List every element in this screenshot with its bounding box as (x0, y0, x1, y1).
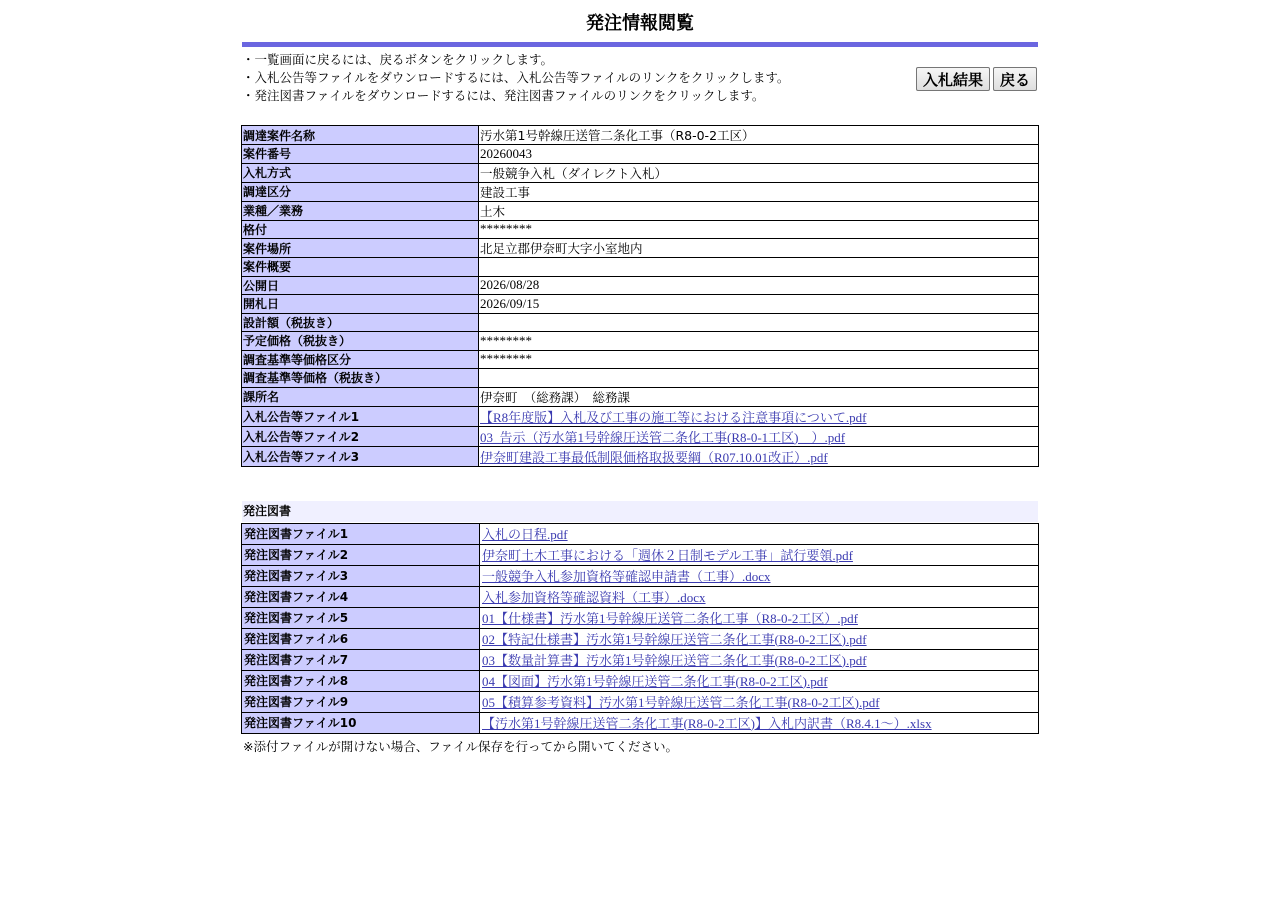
info-value: 2026/09/15 (480, 295, 540, 311)
bid-result-button[interactable]: 入札結果 (916, 67, 990, 91)
info-value-cell (479, 313, 1039, 332)
info-label: 公開日 (242, 276, 479, 295)
file-row (242, 586, 1039, 607)
info-label: 格付 (242, 220, 479, 239)
file-link-cell (480, 607, 1039, 628)
file-label: 発注図書ファイル5 (242, 607, 480, 628)
file-link-cell (480, 670, 1039, 691)
info-value-cell (479, 182, 1039, 201)
file-label: 発注図書ファイル6 (242, 628, 480, 649)
info-row (242, 258, 1039, 277)
info-row (242, 145, 1039, 164)
info-row (242, 182, 1039, 201)
info-value: 伊奈町 （総務課） 総務課 (480, 389, 631, 405)
info-value-cell (479, 220, 1039, 239)
info-label: 入札公告等ファイル2 (242, 426, 479, 446)
info-row (242, 220, 1039, 239)
info-label: 業種／業務 (242, 201, 479, 220)
info-value: 20260043 (480, 145, 532, 161)
file-row (242, 523, 1039, 544)
file-link-cell (480, 628, 1039, 649)
file-label: 発注図書ファイル10 (242, 712, 480, 733)
info-value-cell (479, 145, 1039, 164)
file-row (242, 691, 1039, 712)
info-value: ******** (480, 221, 532, 237)
info-row (242, 350, 1039, 369)
file-label: 発注図書ファイル4 (242, 586, 480, 607)
order-file-link[interactable]: 【汚水第1号幹線圧送管二条化工事(R8-0-2工区)】入札内訳書（R8.4.1～）.xlsx (482, 715, 932, 731)
instruction-item: ・発注図書ファイルをダウンロードするには、発注図書ファイルのリンクをクリックします。 (242, 88, 765, 103)
info-value-cell (479, 258, 1039, 277)
order-file-link[interactable]: 02【特記仕様書】汚水第1号幹線圧送管二条化工事(R8-0-2工区).pdf (482, 631, 867, 647)
info-value-cell (479, 446, 1039, 466)
order-file-link[interactable]: 04【図面】汚水第1号幹線圧送管二条化工事(R8-0-2工区).pdf (482, 673, 828, 689)
info-value: 汚水第1号幹線圧送管二条化工事（R8-0-2工区） (480, 128, 755, 143)
file-row (242, 712, 1039, 733)
files-section-title: 発注図書 (242, 501, 1038, 522)
file-label: 発注図書ファイル1 (242, 523, 480, 544)
info-row (242, 332, 1039, 351)
info-value-cell (479, 276, 1039, 295)
file-label: 発注図書ファイル3 (242, 565, 480, 586)
instructions-area (242, 47, 1038, 125)
info-label: 入札公告等ファイル1 (242, 406, 479, 426)
info-value: ******** (480, 332, 532, 348)
info-value-cell (479, 387, 1039, 406)
file-row (242, 628, 1039, 649)
info-label: 設計額（税抜き） (242, 313, 479, 332)
order-file-link[interactable]: 伊奈町土木工事における「週休２日制モデル工事」試行要領.pdf (482, 547, 853, 563)
file-label: 発注図書ファイル8 (242, 670, 480, 691)
instruction-item: ・入札公告等ファイルをダウンロードするには、入札公告等ファイルのリンクをクリックします。 (242, 70, 790, 85)
file-row (242, 649, 1039, 670)
info-value: 北足立郡伊奈町大字小室地内 (480, 241, 643, 256)
order-file-link[interactable]: 入札の日程.pdf (482, 526, 568, 542)
notice-file-link[interactable]: 03_告示（汚水第1号幹線圧送管二条化工事(R8-0-1工区)__）.pdf (480, 429, 846, 445)
info-label: 案件場所 (242, 239, 479, 258)
info-value-cell (479, 369, 1039, 388)
info-row (242, 446, 1039, 466)
info-row (242, 426, 1039, 446)
info-value: 一般競争入札（ダイレクト入札） (480, 165, 668, 181)
info-value-cell (479, 295, 1039, 314)
info-row (242, 276, 1039, 295)
info-value-cell (479, 426, 1039, 446)
order-file-link[interactable]: 03【数量計算書】汚水第1号幹線圧送管二条化工事(R8-0-2工区).pdf (482, 652, 867, 668)
page-container (242, 0, 1038, 755)
back-button[interactable]: 戻る (993, 67, 1037, 91)
info-row (242, 126, 1039, 145)
file-link-cell (480, 565, 1039, 586)
file-link-cell (480, 691, 1039, 712)
info-value-cell (479, 126, 1039, 145)
info-label: 入札公告等ファイル3 (242, 446, 479, 466)
file-row (242, 565, 1039, 586)
info-value: ******** (480, 351, 532, 367)
info-value-cell (479, 239, 1039, 258)
info-label: 調査基準等価格区分 (242, 350, 479, 369)
info-value: 2026/08/28 (480, 277, 540, 293)
info-row (242, 369, 1039, 388)
file-label: 発注図書ファイル9 (242, 691, 480, 712)
page-title: 発注情報閲覧 (586, 13, 694, 34)
info-row (242, 201, 1039, 220)
action-buttons (916, 67, 1037, 91)
info-label: 案件概要 (242, 258, 479, 277)
footnote: ※添付ファイルが開けない場合、ファイル保存を行ってから開いてください。 (243, 738, 678, 754)
info-label: 開札日 (242, 295, 479, 314)
file-label: 発注図書ファイル7 (242, 649, 480, 670)
notice-file-link[interactable]: 伊奈町建設工事最低制限価格取扱要綱（R07.10.01改正）.pdf (480, 449, 828, 465)
order-file-link[interactable]: 一般競争入札参加資格等確認申請書（工事）.docx (482, 568, 771, 584)
file-row (242, 607, 1039, 628)
info-value-cell (479, 163, 1039, 182)
info-value-cell (479, 350, 1039, 369)
info-label: 調達案件名称 (242, 126, 479, 145)
procurement-info-table (241, 125, 1039, 467)
order-file-link[interactable]: 入札参加資格等確認資料（工事）.docx (482, 589, 706, 605)
file-link-cell (480, 649, 1039, 670)
file-row (242, 670, 1039, 691)
info-value-cell (479, 406, 1039, 426)
notice-file-link[interactable]: 【R8年度版】入札及び工事の施工等における注意事項について.pdf (480, 409, 867, 425)
info-row (242, 387, 1039, 406)
info-value: 建設工事 (480, 184, 531, 200)
info-label: 調査基準等価格（税抜き） (242, 369, 479, 388)
order-file-link[interactable]: 05【積算参考資料】汚水第1号幹線圧送管二条化工事(R8-0-2工区).pdf (482, 694, 880, 710)
order-file-link[interactable]: 01【仕様書】汚水第1号幹線圧送管二条化工事（R8-0-2工区）.pdf (482, 610, 858, 626)
file-link-cell (480, 586, 1039, 607)
file-row (242, 544, 1039, 565)
info-value-cell (479, 332, 1039, 351)
file-link-cell (480, 544, 1039, 565)
info-row (242, 406, 1039, 426)
info-label: 課所名 (242, 387, 479, 406)
instruction-item: ・一覧画面に戻るには、戻るボタンをクリックします。 (242, 52, 554, 67)
info-label: 入札方式 (242, 163, 479, 182)
info-value-cell (479, 201, 1039, 220)
info-label: 案件番号 (242, 145, 479, 164)
info-row (242, 313, 1039, 332)
order-files-table (241, 523, 1039, 734)
info-row (242, 163, 1039, 182)
info-row (242, 239, 1039, 258)
info-label: 予定価格（税抜き） (242, 332, 479, 351)
file-link-cell (480, 523, 1039, 544)
file-link-cell (480, 712, 1039, 733)
info-row (242, 295, 1039, 314)
file-label: 発注図書ファイル2 (242, 544, 480, 565)
info-value: 土木 (480, 203, 506, 219)
info-label: 調達区分 (242, 182, 479, 201)
